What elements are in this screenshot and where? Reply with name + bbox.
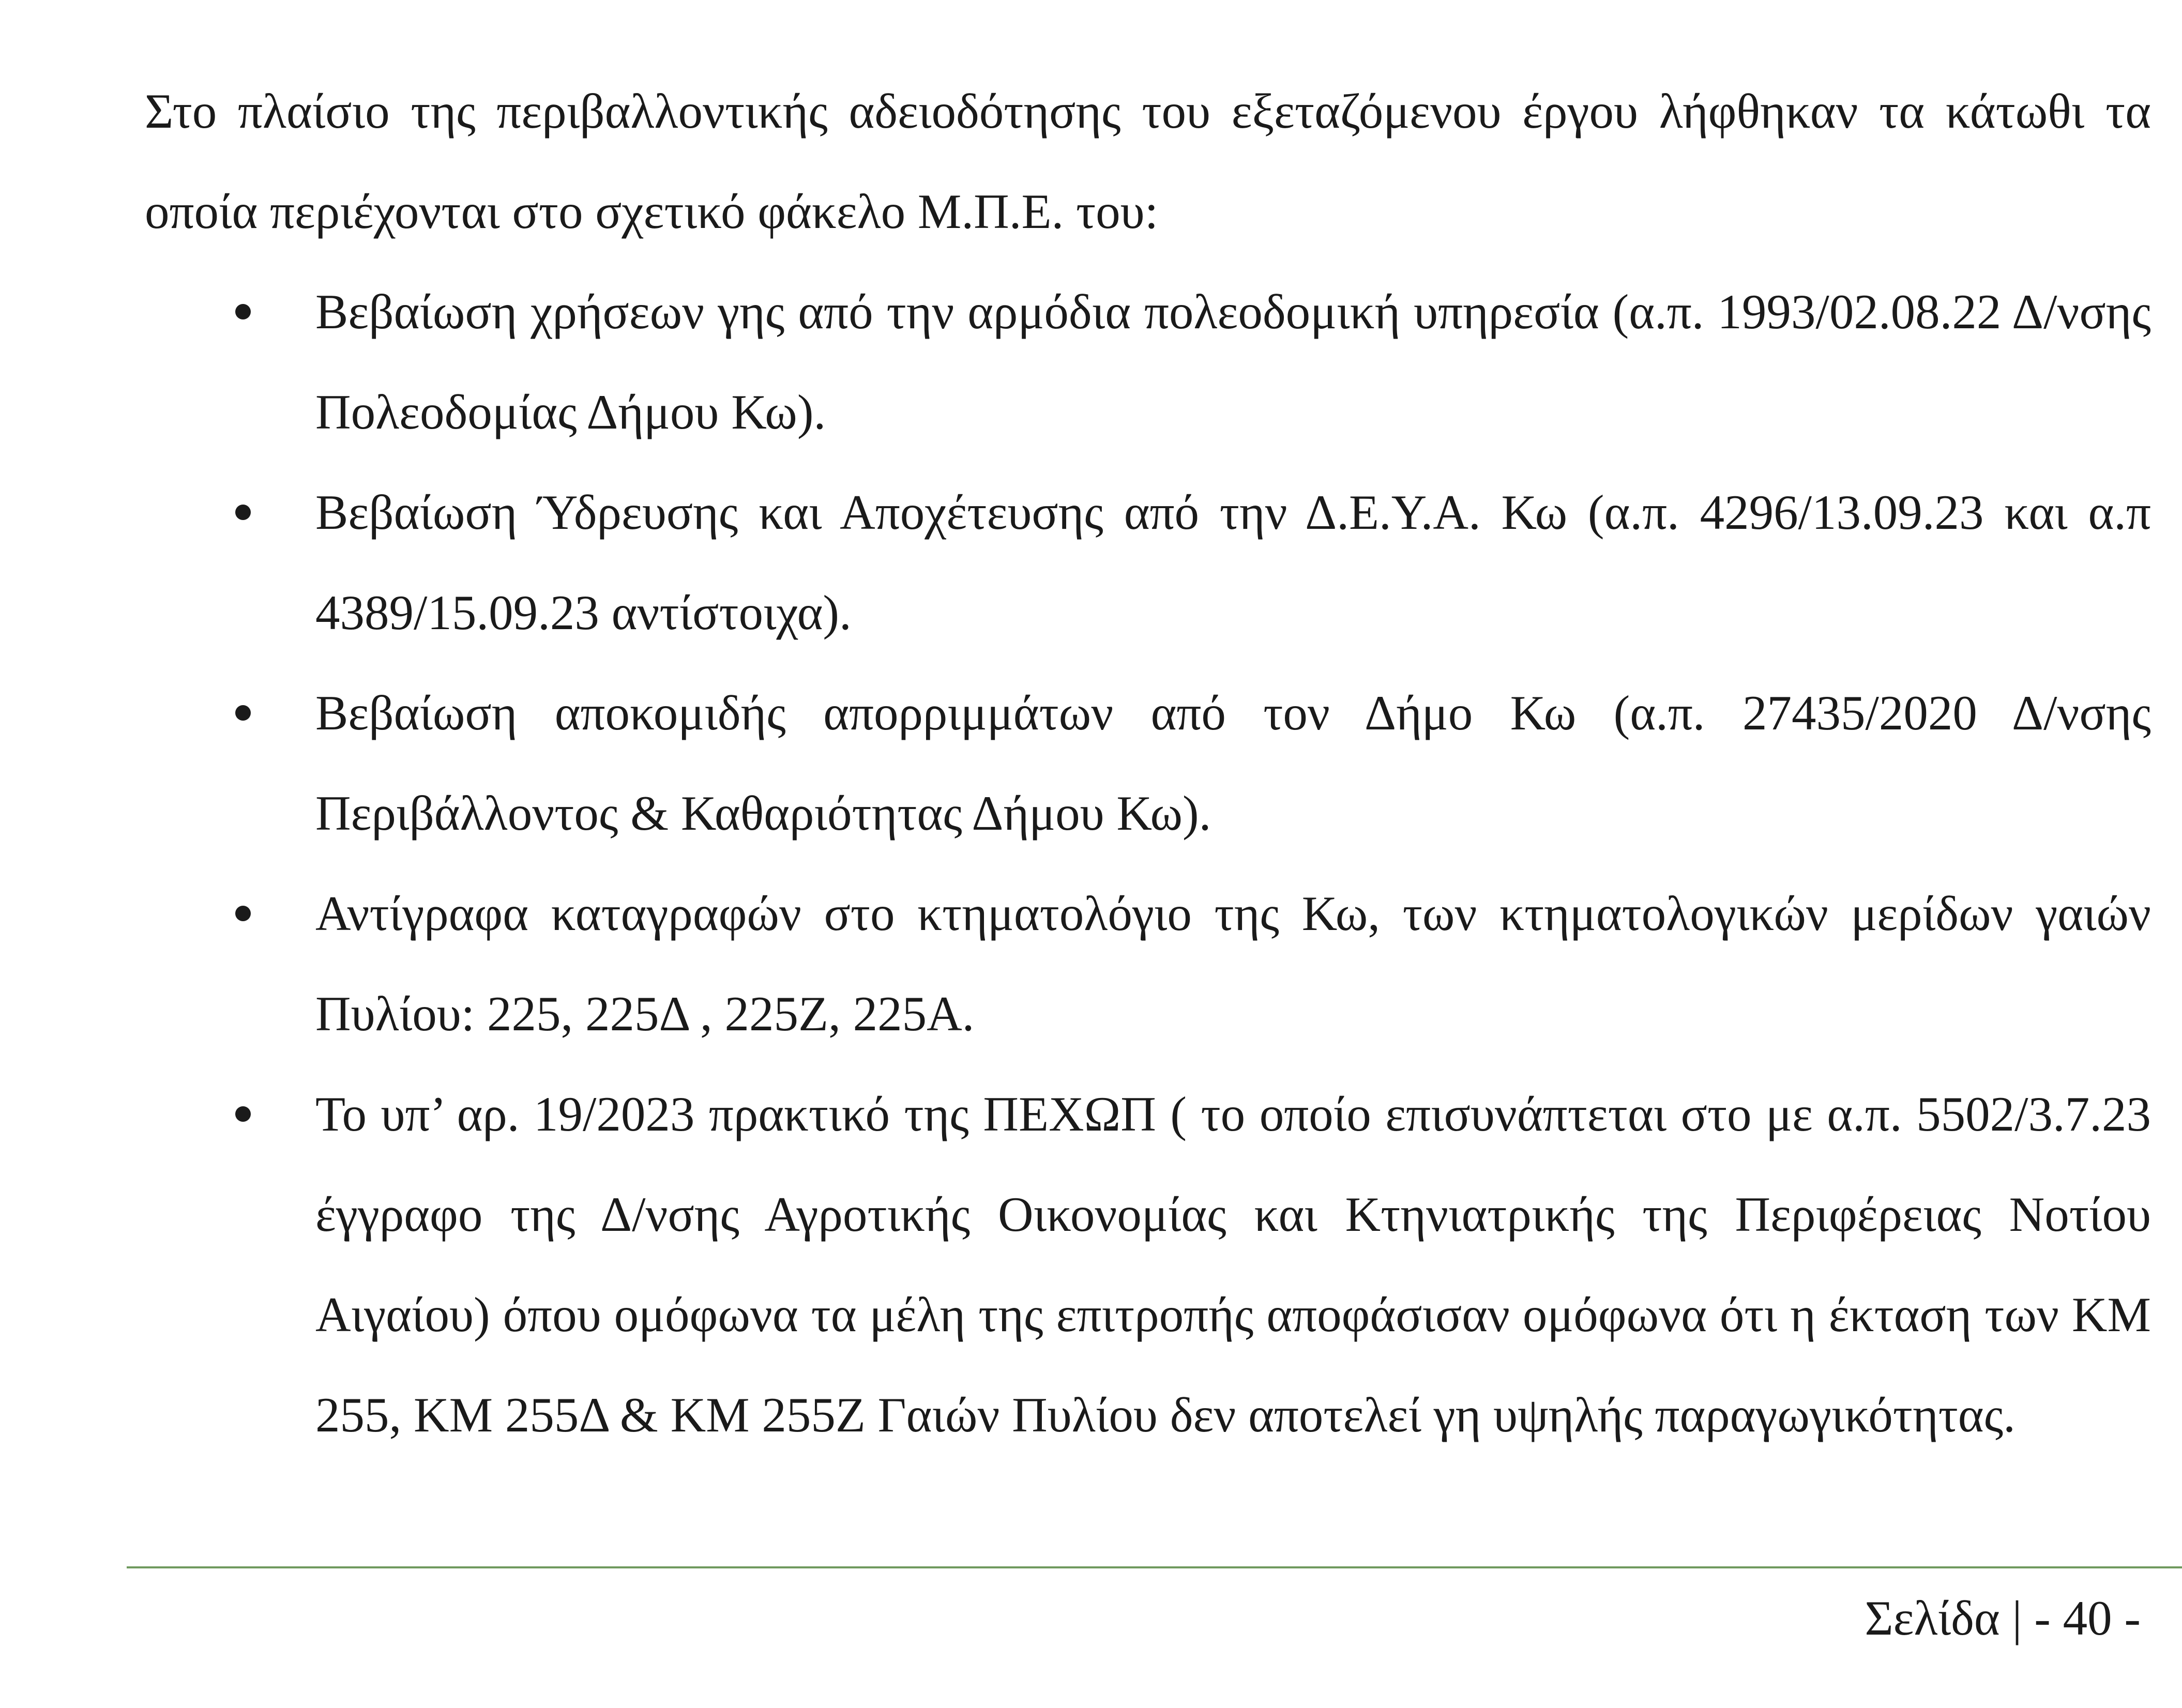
footer-divider (127, 1566, 2182, 1568)
bullet-icon (233, 462, 253, 562)
bullet-icon (233, 262, 253, 362)
list-item-text: Βεβαίωση Ύδρευσης και Αποχέτευσης από την Δ.Ε.Υ.Α. Κω (α.π. 4296/13.09.23 και α.π 4389/15.09.23 αντίστοιχα). (315, 485, 2151, 640)
bullet-icon (233, 663, 253, 763)
list-item (145, 462, 2151, 663)
list-item (145, 663, 2151, 863)
intro-paragraph: Στο πλαίσιο της περιβαλλοντικής αδειοδότησης του εξεταζόμενου έργου λήφθηκαν τα κάτωθι τα οποία περιέχονται στο σχετικό φάκελο Μ.Π.Ε. του: (145, 84, 2151, 239)
list-item-text: Το υπ’ αρ. 19/2023 πρακτικό της ΠΕΧΩΠ ( το οποίο επισυνάπτεται στο με α.π. 5502/3.7.23 έγγραφο της Δ/νσης Αγροτικής Οικονομίας και Κτηνιατρικής της Περιφέρειας Νοτίου Αιγαίου) όπου ομόφωνα τα μέλη της επιτροπής αποφάσισαν ομόφωνα ότι η έκταση των ΚΜ 255, ΚΜ 255Δ & ΚΜ 255Ζ Γαιών Πυλίου δεν αποτελεί γη υψηλής παραγωγικότητας. (315, 1087, 2151, 1442)
list-item-text: Βεβαίωση χρήσεων γης από την αρμόδια πολεοδομική υπηρεσία (α.π. 1993/02.08.22 Δ/νσης Πολεοδομίας Δήμου Κω). (315, 284, 2151, 439)
bullet-icon (233, 863, 253, 964)
bullet-list (145, 262, 2151, 1465)
page-number: Σελίδα | - 40 - (1865, 1591, 2141, 1645)
list-item (145, 863, 2151, 1064)
list-item (145, 1064, 2151, 1465)
bullet-icon (233, 1064, 253, 1164)
list-item-text: Βεβαίωση αποκομιδής απορριμμάτων από τον Δήμο Κω (α.π. 27435/2020 Δ/νσης Περιβάλλοντος & Καθαριότητας Δήμου Κω). (315, 685, 2151, 841)
list-item-text: Αντίγραφα καταγραφών στο κτηματολόγιο της Κω, των κτηματολογικών μερίδων γαιών Πυλίου: 225, 225Δ , 225Ζ, 225Α. (315, 886, 2151, 1041)
list-item (145, 262, 2151, 462)
